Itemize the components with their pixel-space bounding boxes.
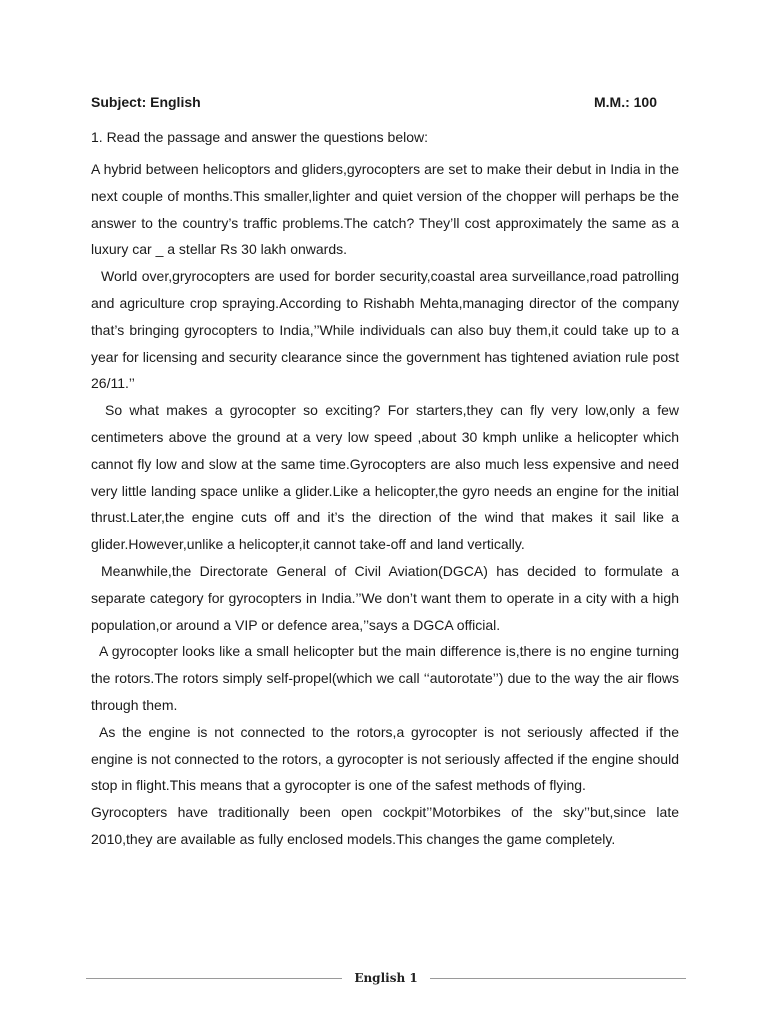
question-instruction: 1. Read the passage and answer the questions below: [91,129,429,145]
page-footer [86,968,686,988]
passage-paragraph-3: So what makes a gyrocopter so exciting? For starters,they can fly very low,only a few centimeters above the ground at a very low speed ,about 30 kmph unlike a helicopter which cannot fly low and slow at the same time.Gyrocopters are also much less expensive and need very little landing space unlike a glider.Like a helicopter,the gyro needs an engine for the initial thrust.Later,the engine cuts off and it’s the direction of the wind that makes it sail like a glider.However,unlike a helicopter,it cannot take-off and land vertically. [91,402,679,553]
passage-paragraph-6: As the engine is not connected to the rotors,a gyrocopter is not seriously affected if the engine is not connected to the rotors, a gyrocopter is not seriously affected if the engine should stop in flight.This means that a gyrocopter is one of the safest methods of flying. [91,723,679,794]
passage-paragraph-1: A hybrid between helicoptors and gliders,gyrocopters are set to make their debut in India in the next couple of months.This smaller,lighter and quiet version of the chopper will perhaps be the answer to the country’s traffic problems.The catch? They’ll cost approximately the same as a luxury car _ a stellar Rs 30 lakh onwards. [91,161,679,258]
subject-label: Subject: English [91,94,201,110]
footer-rule-left [86,978,342,979]
header [91,92,679,112]
passage-paragraph-2: World over,gryrocopters are used for border security,coastal area surveillance,road patrolling and agriculture crop spraying.According to Rishabh Mehta,managing director of the company that’s bringing gyrocopters to India,’’While individuals can also buy them,it could take up to a year for licensing and security clearance since the government has tightened aviation rule post 26/11.’’ [91,268,679,392]
passage-paragraph-4: Meanwhile,the Directorate General of Civil Aviation(DGCA) has decided to formulate a separate category for gyrocopters in India.’’We don’t want them to operate in a city with a high population,or around a VIP or defence area,’’says a DGCA official. [91,562,679,633]
max-marks-label: M.M.: 100 [593,94,657,110]
passage-paragraph-7: Gyrocopters have traditionally been open cockpit’’Motorbikes of the sky’’but,since late 2010,they are available as fully enclosed models.This changes the game completely. [91,804,679,847]
footer-rule-right [430,978,686,979]
passage [91,156,679,853]
passage-paragraph-5: A gyrocopter looks like a small helicopter but the main difference is,there is no engine turning the rotors.The rotors simply self-propel(which we call ‘‘autorotate’’) due to the way the air flows through them. [91,643,679,713]
footer-page-label: English 1 [354,971,418,985]
document-page [91,92,679,853]
